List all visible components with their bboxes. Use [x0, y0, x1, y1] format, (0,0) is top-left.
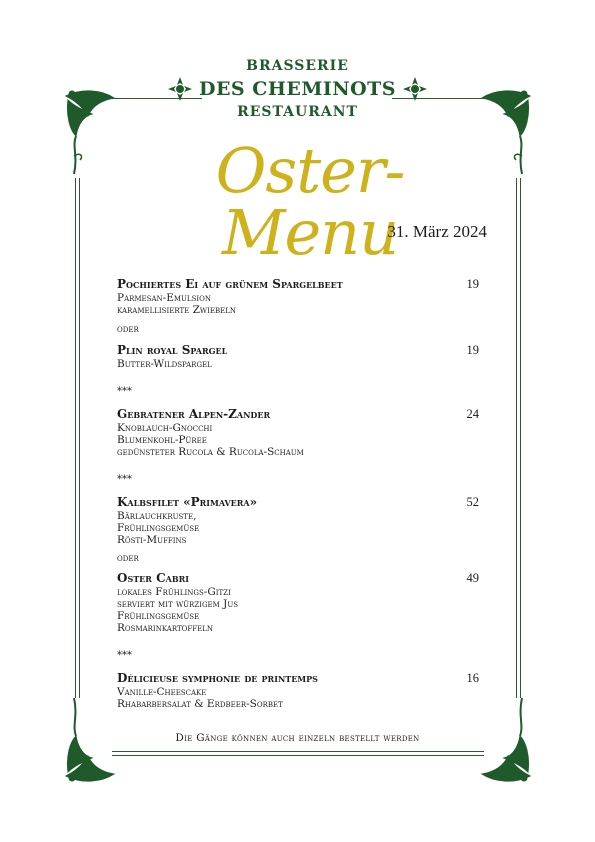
dish-desc: Rhabarbersalat & Erdbeer-Sorbet: [117, 698, 283, 710]
dish-name: Plin royal Spargel: [117, 343, 228, 357]
separator-stars: ***: [117, 650, 132, 661]
dish-name: Kalbsfilet «Primavera»: [117, 495, 258, 509]
flourish-left-icon: [167, 76, 193, 102]
menu-date: 31. März 2024: [387, 222, 487, 241]
dish-desc: karamellisierte Zwiebeln: [117, 304, 236, 316]
dish-desc: Vanille-Cheescake: [117, 686, 207, 698]
frame-right-line-inner: [520, 178, 521, 698]
dish-plin: [117, 343, 479, 370]
menu-list: [117, 277, 479, 710]
brand-middle-text: DES CHEMINOTS: [198, 78, 397, 100]
dish-desc: serviert mit würzigem Jus: [117, 598, 239, 610]
separator-stars: ***: [117, 474, 132, 485]
dish-desc: Rösti-Muffins: [117, 534, 187, 546]
menu-title: Oster-Menu: [215, 134, 405, 269]
dish-name: Gebratener Alpen-Zander: [117, 407, 271, 421]
dish-name: Délicieuse symphonie de printemps: [117, 671, 318, 685]
dish-desc: Butter-Wildspargel: [117, 358, 212, 370]
dish-desc: Rosmarinkartoffeln: [117, 622, 213, 634]
frame-bottom-line: [112, 751, 484, 752]
frame-left-line: [75, 178, 76, 698]
frame-right-line: [516, 178, 517, 698]
flourish-right-icon: [402, 76, 428, 102]
dish-desc: Blumenkohl-Püree: [117, 434, 207, 446]
brand-logo: [0, 58, 595, 120]
dish-price: 49: [466, 571, 479, 585]
dish-name: Oster Cabri: [117, 571, 190, 585]
dish-desc: Frühlingsgemüse: [117, 522, 200, 534]
brand-top-text: BRASSERIE: [246, 58, 349, 74]
dish-price: 24: [466, 407, 479, 421]
separator-or: oder: [117, 323, 139, 335]
dish-desc: Parmesan-Emulsion: [117, 292, 211, 304]
dish-pochiertes-ei: [117, 277, 479, 316]
dish-desc: gedünsteter Rucola & Rucola-Schaum: [117, 446, 304, 458]
brand-bottom-text: RESTAURANT: [237, 104, 358, 120]
separator-stars: ***: [117, 386, 132, 397]
dish-desc: Knoblauch-Gnocchi: [117, 422, 213, 434]
dish-oster-cabri: [117, 571, 479, 634]
dish-price: 19: [466, 277, 479, 291]
dish-desc: Frühlingsgemüse: [117, 610, 200, 622]
dish-desc: Bärlauchkruste,: [117, 510, 197, 522]
dish-desc: lokales Frühlings-Gitzi: [117, 586, 231, 598]
frame-left-line-inner: [79, 178, 80, 698]
separator-or: oder: [117, 552, 139, 564]
dish-price: 16: [466, 671, 479, 685]
dish-price: 52: [466, 495, 479, 509]
footer-note: Die Gänge können auch einzeln bestellt werden: [175, 732, 420, 744]
dish-price: 19: [466, 343, 479, 357]
dish-dessert: [117, 671, 479, 710]
dish-kalbsfilet: [117, 495, 479, 546]
dish-zander: [117, 407, 479, 458]
dish-name: Pochiertes Ei auf grünem Spargelbeet: [117, 277, 343, 291]
frame-bottom-line-inner: [112, 755, 484, 756]
